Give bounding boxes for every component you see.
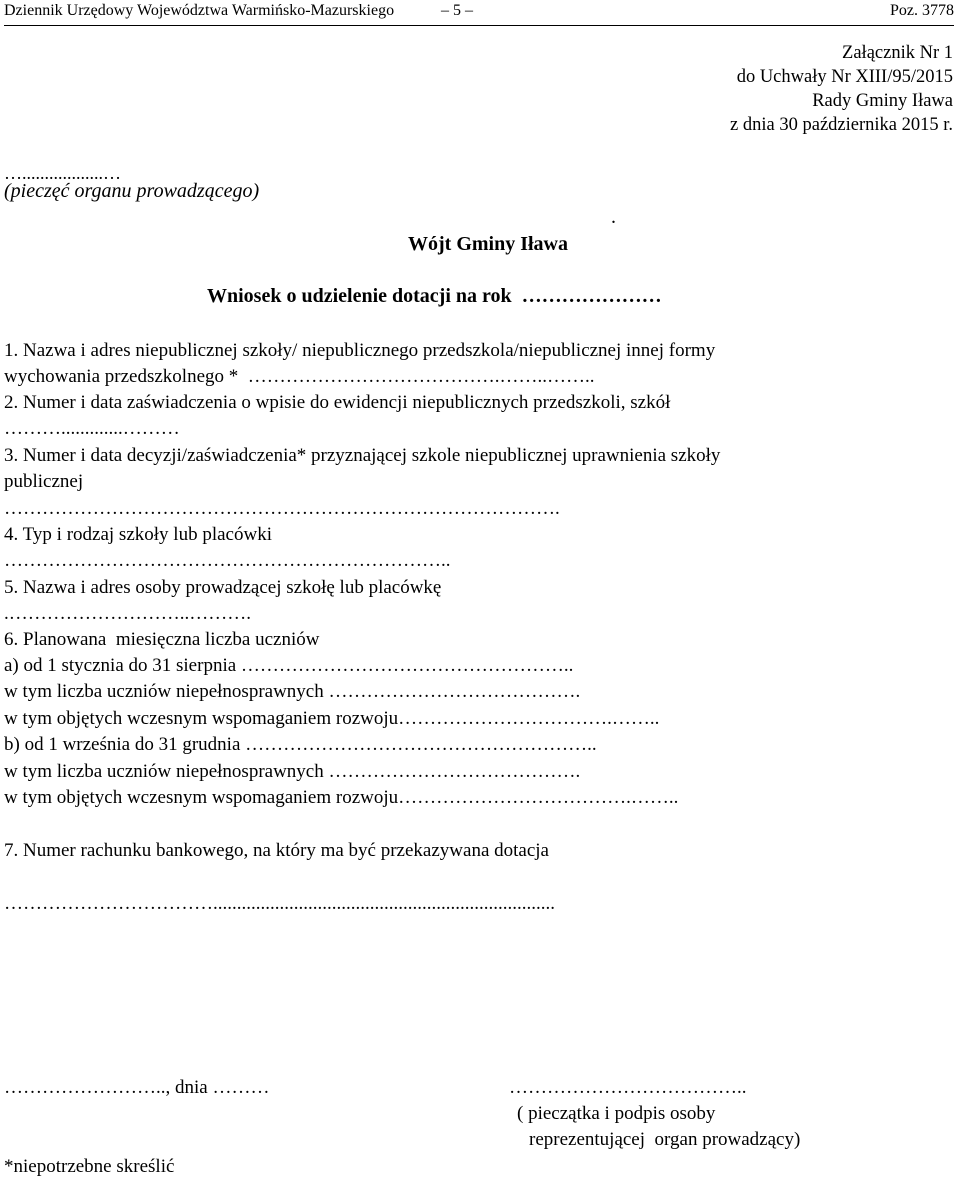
annex-line: do Uchwały Nr XIII/95/2015	[736, 67, 953, 87]
annex-block	[730, 41, 953, 137]
annex-line: Załącznik Nr 1	[842, 43, 953, 63]
header-divider	[4, 25, 954, 26]
document-title: Wniosek o udzielenie dotacji na rok …………………	[207, 285, 662, 307]
position-number: Poz. 3778	[890, 2, 954, 19]
item-6-a-early-support: w tym objętych wczesnym wspomaganiem rozwoju…………………………….……..	[4, 708, 660, 729]
item-2-line-2: ……….............………	[4, 418, 180, 439]
place-date-field: …………………….., dnia ………	[4, 1077, 270, 1098]
item-7-account-dots: ……………………………........................................................................	[4, 893, 555, 914]
item-6-b: b) od 1 września do 31 grudnia ………………………………………………..	[4, 734, 597, 755]
stamp-label: (pieczęć organu prowadzącego)	[4, 180, 260, 202]
item-4-line-1: 4. Typ i rodzaj szkoły lub placówki	[4, 524, 272, 545]
item-3-line-1: 3. Numer i data decyzji/zaświadczenia* przyznającej szkole niepublicznej uprawnienia szkoły	[4, 445, 721, 466]
signature-dots: ………………………………..	[509, 1077, 747, 1098]
item-3-line-3: …………………………………………………………………………….	[4, 498, 560, 519]
gazette-title: Dziennik Urzędowy Województwa Warmińsko-Mazurskiego	[4, 2, 395, 19]
item-4-line-2: ……………………………………………………………..	[4, 550, 451, 571]
item-6-b-disabled: w tym liczba uczniów niepełnosprawnych ………………………………….	[4, 761, 581, 782]
signature-label-2: reprezentującej organ prowadzący)	[529, 1129, 801, 1150]
annex-line: z dnia 30 października 2015 r.	[730, 115, 953, 135]
stamp-dots: …..................…	[4, 163, 121, 183]
item-6-b-early-support: w tym objętych wczesnym wspomaganiem rozwoju……………………………….……..	[4, 787, 679, 808]
item-2-line-1: 2. Numer i data zaświadczenia o wpisie do ewidencji niepublicznych przedszkoli, szkół	[4, 392, 671, 413]
item-7-heading: 7. Numer rachunku bankowego, na który ma być przekazywana dotacja	[4, 840, 549, 861]
item-5-line-2: .………………………..……….	[4, 603, 251, 624]
footnote: *niepotrzebne skreślić	[4, 1156, 175, 1177]
item-1-line-1: 1. Nazwa i adres niepublicznej szkoły/ niepublicznego przedszkola/niepublicznej innej formy	[4, 340, 716, 361]
page-number: – 5 –	[441, 2, 473, 19]
annex-line: Rady Gminy Iława	[812, 91, 953, 111]
item-3-line-2: publicznej	[4, 471, 84, 492]
stray-dot: .	[611, 206, 616, 228]
item-1-line-2: wychowania przedszkolnego * ………………………………….……..……..	[4, 366, 595, 387]
item-6-heading: 6. Planowana miesięczna liczba uczniów	[4, 629, 320, 650]
item-5-line-1: 5. Nazwa i adres osoby prowadzącej szkołę lub placówkę	[4, 577, 442, 598]
authority-heading: Wójt Gminy Iława	[408, 233, 568, 255]
item-6-a-disabled: w tym liczba uczniów niepełnosprawnych ………………………………….	[4, 681, 581, 702]
item-6-a: a) od 1 stycznia do 31 sierpnia ……………………………………………..	[4, 655, 574, 676]
signature-label-1: ( pieczątka i podpis osoby	[517, 1103, 716, 1124]
